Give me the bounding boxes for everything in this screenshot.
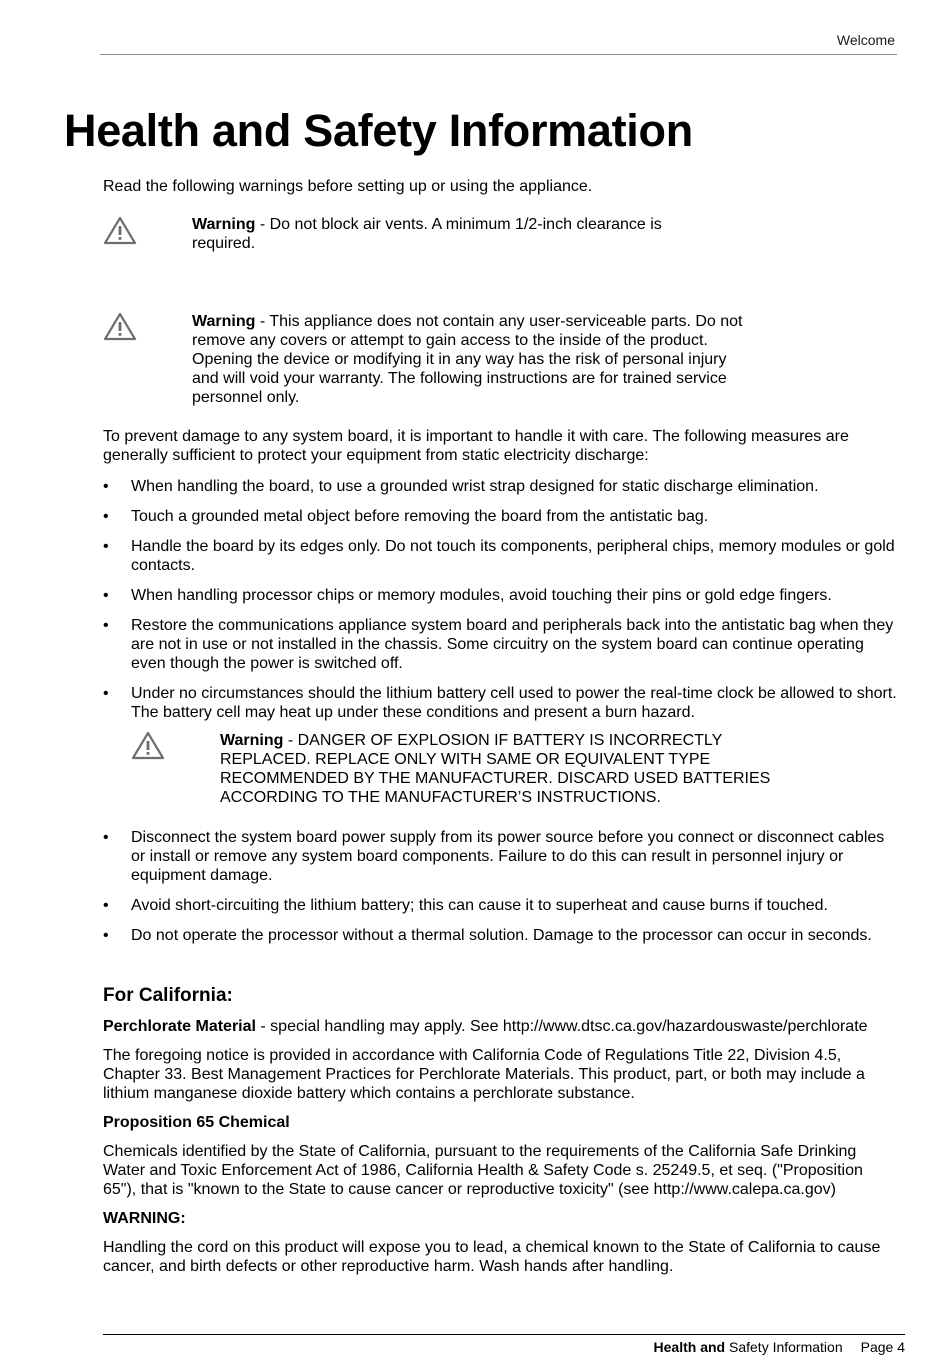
footer-divider — [103, 1334, 905, 1335]
perchlorate-paragraph — [103, 1017, 903, 1036]
california-heading: For California: — [103, 985, 233, 1006]
foregoing-notice-paragraph: The foregoing notice is provided in accordance with California Code of Regulations Title 22, Division 4.5, Chapter 33. Best Management Practices for Perchlorate Materials. This product, part, or both may include a lithium manganese dioxide battery which contains a perchlorate substance. — [103, 1047, 865, 1102]
warning-label: Warning — [192, 216, 256, 233]
list-item: • Do not operate the processor without a thermal solution. Damage to the processor can occur in seconds. — [103, 926, 898, 945]
list-item: • Avoid short-circuiting the lithium battery; this can cause it to superheat and cause burns if touched. — [103, 896, 898, 915]
warning-serviceable-parts — [192, 312, 752, 407]
footer-section-bold: Health and — [653, 1339, 726, 1355]
page-number: Page 4 — [860, 1339, 905, 1355]
perchlorate-label: Perchlorate Material — [103, 1018, 256, 1035]
running-header: Welcome — [836, 32, 895, 48]
static-intro-paragraph: To prevent damage to any system board, it is important to handle it with care. The following measures are generally sufficient to protect your equipment from static electricity discharge: — [103, 428, 849, 464]
warning-label: Warning — [192, 313, 256, 330]
static-precautions-list — [103, 477, 898, 722]
list-item: • Restore the communications appliance system board and peripherals back into the antistatic bag when they are not in use or not installed in the chassis. Some circuitry on the system board can continue operating even though the power is switched off. — [103, 616, 898, 673]
page-title: Health and Safety Information — [64, 105, 693, 156]
perchlorate-text: - special handling may apply. See http://www.dtsc.ca.gov/hazardouswaste/perchlorate — [255, 1018, 868, 1035]
list-item: • When handling processor chips or memory modules, avoid touching their pins or gold edge fingers. — [103, 586, 898, 605]
warning-triangle-icon — [103, 312, 137, 342]
prop65-paragraph: Chemicals identified by the State of California, pursuant to the requirements of the California Safe Drinking Water and Toxic Enforcement Act of 1986, California Health & Safety Code s. 25249.5, et seq. ("Proposition 65"), that is "known to the State to cause cancer or reproductive toxicity" (see http://www.calepa.ca.gov) — [103, 1143, 863, 1198]
intro-paragraph: Read the following warnings before setting up or using the appliance. — [103, 178, 593, 195]
warning-text: - DANGER OF EXPLOSION IF BATTERY IS INCORRECTLY REPLACED. REPLACE ONLY WITH SAME OR EQUIVALENT TYPE RECOMMENDED BY THE MANUFACTURER. DISCARD USED BATTERIES ACCORDING TO THE MANUFACTURER’S INSTRUCTIONS. — [220, 732, 771, 806]
list-item: • Touch a grounded metal object before removing the board from the antistatic bag. — [103, 507, 898, 526]
warning-text: - Do not block air vents. A minimum 1/2-inch clearance is required. — [192, 216, 662, 252]
warning-heading: WARNING: — [103, 1210, 186, 1227]
warning-triangle-icon — [131, 731, 165, 761]
warning-triangle-icon — [103, 216, 137, 246]
list-item: • Disconnect the system board power supply from its power source before you connect or disconnect cables or install or remove any system board components. Failure to do this can result in personnel injury or equipment damage. — [103, 828, 898, 885]
list-item: • Under no circumstances should the lithium battery cell used to power the real-time clock be allowed to short. The battery cell may heat up under these conditions and present a burn hazard. — [103, 684, 898, 722]
footer-section-rest: Safety Information — [725, 1339, 843, 1355]
lead-warning-paragraph: Handling the cord on this product will expose you to lead, a chemical known to the State of California to cause cancer, and birth defects or other reproductive harm. Wash hands after handling. — [103, 1239, 881, 1275]
list-item: • Handle the board by its edges only. Do not touch its components, peripheral chips, memory modules or gold contacts. — [103, 537, 898, 575]
warning-label: Warning — [220, 732, 284, 749]
list-item: • When handling the board, to use a grounded wrist strap designed for static discharge elimination. — [103, 477, 898, 496]
board-handling-list — [103, 828, 898, 945]
warning-battery — [220, 731, 780, 807]
page-footer — [654, 1338, 905, 1356]
warning-vents — [192, 215, 692, 253]
prop65-heading: Proposition 65 Chemical — [103, 1114, 290, 1131]
warning-text: - This appliance does not contain any user-serviceable parts. Do not remove any covers or attempt to gain access to the inside of the product. Opening the device or modifying it in any way has the risk of personal injury and will void your warranty. The following instructions are for trained service personnel only. — [192, 313, 743, 406]
header-divider — [100, 54, 897, 55]
